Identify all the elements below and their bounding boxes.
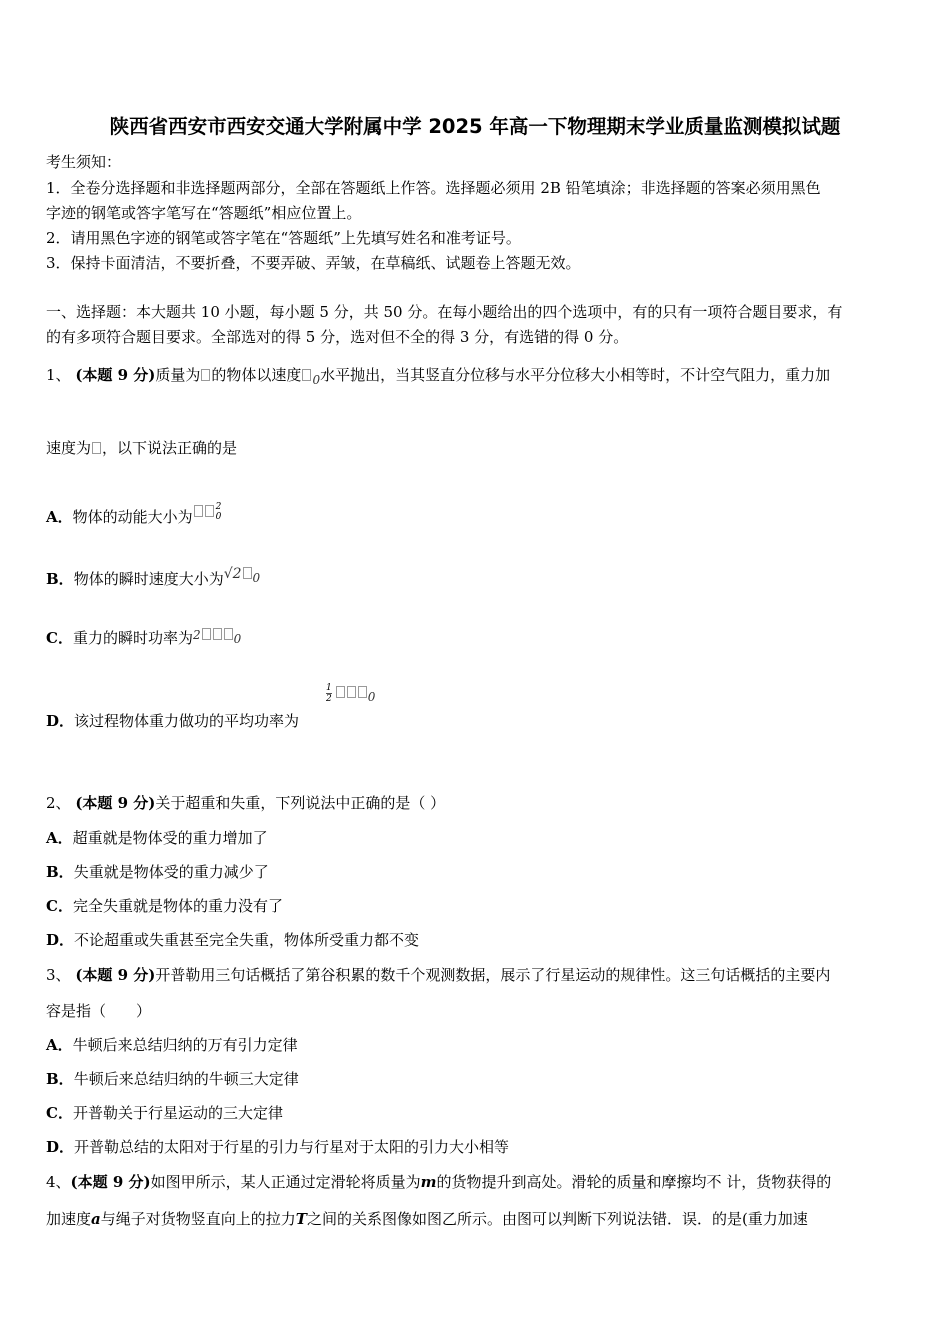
question-1-stem [46, 365, 830, 390]
question-3-option-d: D．开普勒总结的太阳对于行星的引力与行星对于太阳的引力大小相等 [46, 1138, 510, 1156]
question-1-number: 1、 [46, 366, 71, 384]
tension-variable: T [295, 1210, 307, 1228]
notice-line-3: 3．保持卡面清洁，不要折叠，不要弄破、弄皱，在草稿纸、试题卷上答题无效。 [46, 254, 581, 272]
question-2-text: 关于超重和失重，下列说法中正确的是（ ） [155, 794, 446, 812]
question-1-stem-part: 的物体以速度 [211, 366, 302, 384]
option-text: 重力的瞬时功率为 [72, 629, 193, 647]
section-line-1: 一、选择题：本大题共 10 小题，每小题 5 分，共 50 分。在每小题给出的四个选项中，有的只有一项符合题目要求，有 [46, 303, 843, 321]
option-label: A． [46, 508, 73, 526]
notice-line-1-cont: 字迹的钢笔或答字笔写在“答题纸”相应位置上。 [46, 204, 362, 222]
formula-power: 2 $_0$ [192, 628, 242, 646]
question-4-stem: 4、(本题 9 分)如图甲所示，某人正通过定滑轮将质量为m的货物提升到高处。滑轮的质量和摩擦均不 计，货物获得的 [46, 1173, 832, 1191]
question-2-number: 2、 [46, 794, 71, 812]
question-3-text: 开普勒用三句话概括了第谷积累的数千个观测数据，展示了行星运动的规律性。这三句话概括的主要内 [155, 966, 831, 984]
mass-variable: m [420, 1173, 437, 1191]
question-1-stem-part: 速度为 [46, 439, 92, 457]
question-3-option-c: C．开普勒关于行星运动的三大定律 [46, 1104, 283, 1122]
question-2-option-c: C．完全失重就是物体的重力没有了 [46, 897, 283, 915]
option-label: D． [46, 712, 75, 730]
question-3-points: (本题 9 分) [75, 966, 156, 984]
question-1-option-a [46, 501, 221, 527]
question-1-option-d [46, 711, 299, 731]
question-2-stem [46, 793, 445, 813]
formula-velocity: √2 $_0$ [223, 566, 261, 585]
question-1-stem-part: 水平抛出，当其竖直分位移与水平分位移大小相等时，不计空气阻力，重力加 [320, 366, 831, 384]
notice-heading: 考生须知： [46, 153, 122, 171]
option-text: 物体的瞬时速度大小为 [73, 570, 224, 588]
option-label: C． [46, 629, 73, 647]
question-2-points: (本题 9 分) [75, 794, 156, 812]
question-2-option-b: B．失重就是物体受的重力减少了 [46, 863, 269, 881]
formula-average-power: $\frac{1}{2}$ $_0$ [326, 682, 376, 704]
question-3-number: 3、 [46, 966, 71, 984]
question-2-option-d: D．不论超重或失重甚至完全失重，物体所受重力都不变 [46, 931, 420, 949]
page-title: 陕西省西安市西安交通大学附属中学 2025 年高一下物理期末学业质量监测模拟试题 [109, 115, 841, 138]
option-text: 该过程物体重力做功的平均功率为 [74, 712, 300, 730]
velocity-symbol-placeholder [302, 369, 311, 381]
notice-line-1: 1．全卷分选择题和非选择题两部分，全部在答题纸上作答。选择题必须用 2B 铅笔填涂；非选择题的答案必须用黑色 [46, 179, 821, 197]
question-3-stem [46, 965, 830, 985]
question-4-stem-cont: 加速度a与绳子对货物竖直向上的拉力T之间的关系图像如图乙所示。由图可以判断下列说法错．误．的是(重力加速 [46, 1210, 808, 1228]
option-label: B． [46, 570, 74, 588]
mass-symbol-placeholder [201, 369, 210, 381]
question-4-number: 4、 [46, 1173, 71, 1191]
question-3-option-b: B．牛顿后来总结归纳的牛顿三大定律 [46, 1070, 299, 1088]
gravity-symbol-placeholder [92, 442, 101, 454]
question-1-stem-cont [46, 438, 237, 458]
question-3-option-a: A．牛顿后来总结归纳的万有引力定律 [46, 1036, 298, 1054]
question-1-stem-part: 质量为 [155, 366, 201, 384]
formula-kinetic-energy: 2 0 [193, 501, 222, 522]
question-3-stem-cont: 容是指（ ） [46, 1002, 152, 1020]
acceleration-variable: a [91, 1210, 101, 1228]
question-4-points: (本题 9 分) [70, 1173, 151, 1191]
question-2-option-a: A．超重就是物体受的重力增加了 [46, 829, 268, 847]
question-1-option-b [46, 563, 260, 589]
section-line-2: 的有多项符合题目要求。全部选对的得 5 分，选对但不全的得 3 分，有选错的得 0 分。 [46, 328, 629, 346]
option-text: 物体的动能大小为 [72, 508, 193, 526]
question-1-option-c [46, 624, 241, 649]
subscript-zero: 0 [312, 373, 321, 387]
question-1-points: (本题 9 分) [75, 366, 156, 384]
fraction-half: $\frac{1}{2}$ [326, 682, 332, 704]
notice-line-2: 2．请用黑色字迹的钢笔或答字笔在“答题纸”上先填写姓名和准考证号。 [46, 229, 521, 247]
question-1-stem-part: ，以下说法正确的是 [102, 439, 238, 457]
